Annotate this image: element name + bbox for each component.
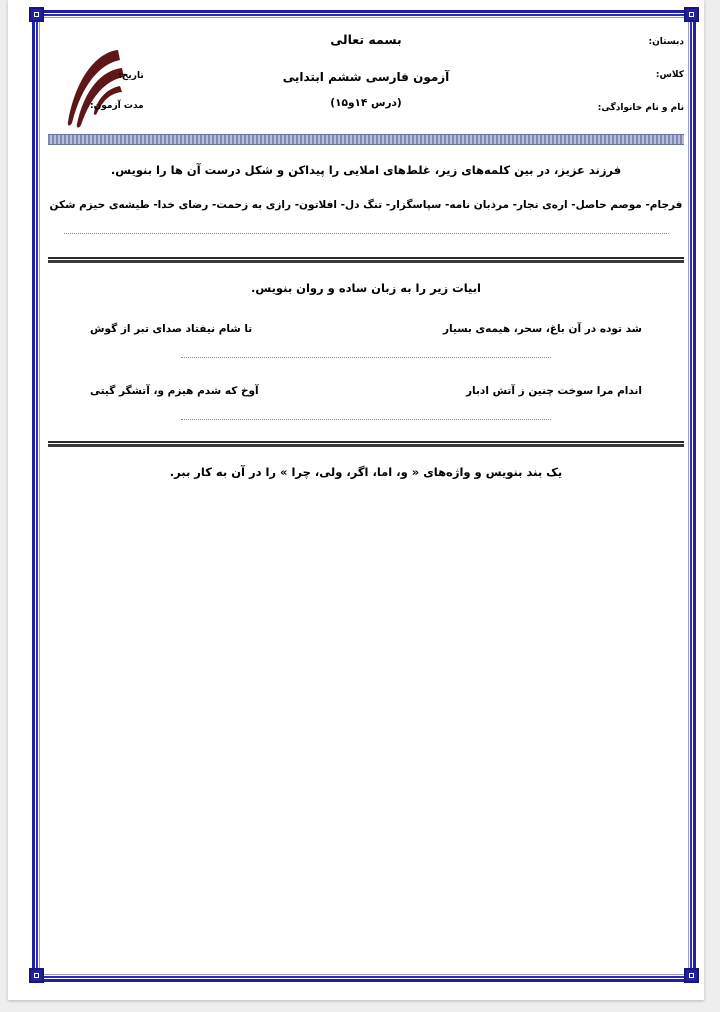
exam-lesson-range: (درس ۱۴و۱۵) [330,97,402,109]
question-paragraph-prompt: یک بند بنویس و واژه‌های « و، اما، اگر، ولی، چرا » را در آن به کار ببر. [169,465,563,479]
verse-row [48,359,684,397]
border-corner-bottom-left [29,968,44,983]
exam-meta-fields-group [90,72,144,132]
verse-hemistich-a: آوخ که شدم هیزم و، آتشگر گیتی [90,385,259,397]
field-duration-label: مدت آزمون: [90,101,144,111]
basmala-text: بسمه تعالی [330,32,402,47]
question-spelling-wordlist: فرجام- موصم حاصل- اره‌ی نجار- مرذبان نامه- سپاسگزار- تنگ دل- افلاتون- رازی به زحمت- رضای خدا- طیشه‌ی حیزم شکن [49,199,683,211]
field-school-label: دبستان: [648,37,684,47]
field-date-label: تاریخ: [118,71,144,81]
verse-row [48,295,684,335]
spacer [48,421,684,441]
exam-page-sheet [8,0,704,1000]
question-paragraph [48,447,684,479]
exam-header [48,22,684,134]
question-spelling-prompt: فرزند عزیز، در بین کلمه‌های زیر، غلط‌های املایی را پیداکن و شکل درست آن ها را بنویس. [110,163,622,177]
question-verses-prompt: ابیات زیر را به زبان ساده و روان بنویس. [250,281,482,295]
student-fields-group [598,38,684,137]
verse-hemistich-b: اندام مرا سوخت چنین ز آتش ادبار [466,385,642,397]
question-verses [48,263,684,421]
border-corner-top-right [684,7,699,22]
spacer [48,235,684,257]
page-content [48,22,684,962]
field-class-label: کلاس: [655,70,684,80]
exam-title: آزمون فارسی ششم ابتدایی [282,70,450,84]
verse-hemistich-b: شد توده در آن باغ، سحر، هیمه‌ی بسیار [442,323,642,335]
header-separator-band [48,134,684,145]
question-spelling [48,145,684,235]
verse-hemistich-a: تا شام نیفتاد صدای تبر از گوش [90,323,253,335]
field-fullname-label: نام و نام خانوادگی: [597,103,684,113]
border-corner-bottom-right [684,968,699,983]
border-corner-top-left [29,7,44,22]
